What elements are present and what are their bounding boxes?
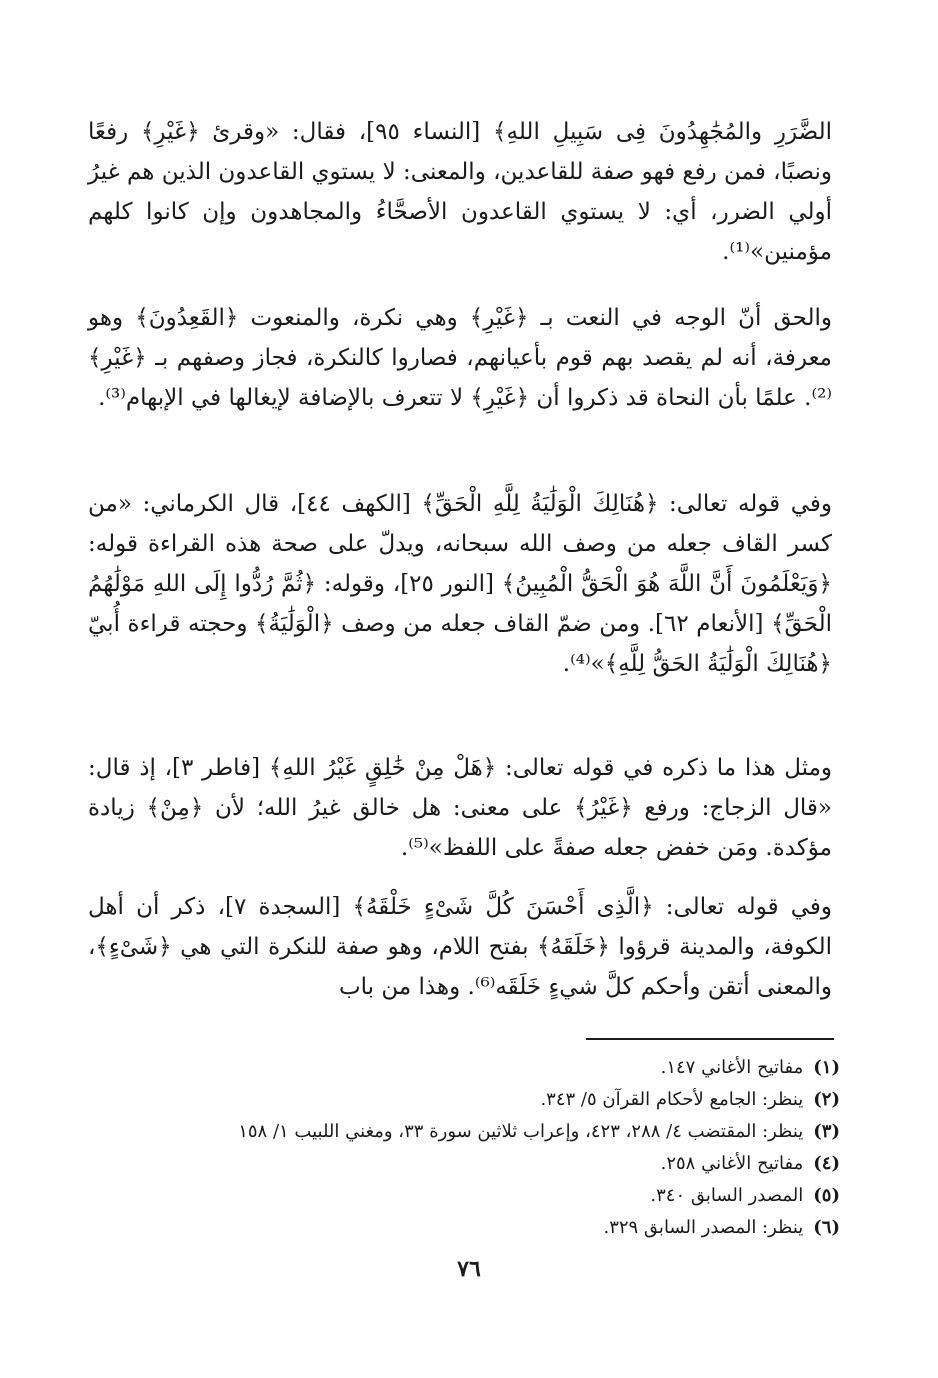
footnote-item	[100, 1084, 840, 1115]
paragraph-5: وفي قوله تعالى: ﴿الَّذِى أَحْسَنَ كُلَّ شَىْءٍ خَلْقَهُ﴾ [السجدة ٧]، ذكر أن أهل الكوفة، والمدينة قرؤوا ﴿خَلَقَهُ﴾ بفتح اللام، وهو صفة للنكرة التي هي ﴿شَىْءٍ﴾، والمعنى أتقن وأحكم كلَّ شيءٍ خَلَقَه⁽⁶⁾. وهذا من باب	[88, 894, 832, 1000]
footnote-number: (١)	[813, 1057, 840, 1078]
footnote-number: (٢)	[813, 1089, 840, 1110]
paragraph-2: والحق أنّ الوجه في النعت بـ ﴿غَيْرِ﴾ وهي نكرة، والمنعوت ﴿القَعِدُونَ﴾ وهو معرفة، أنه لم يقصد بهم قوم بأعيانهم، فصاروا كالنكرة، فجاز وصفهم بـ ﴿غَيْرِ﴾⁽²⁾. علمًا بأن النحاة قد ذكروا أن ﴿غَيْرِ﴾ لا تتعرف بالإضافة لإيغالها في الإبهام⁽³⁾.	[88, 305, 832, 411]
footnote-number: (٦)	[813, 1217, 840, 1238]
paragraph-4: ومثل هذا ما ذكره في قوله تعالى: ﴿هَلْ مِنْ خَٰلِقٍ غَيْرُ اللهِ﴾ [فاطر ٣]، إذ قال: «قال الزجاج: ورفع ﴿غَيْرُ﴾ على معنى: هل خالق غيرُ الله؛ لأن ﴿مِنْ﴾ زيادة مؤكدة. ومَن خفض جعله صفةً على اللفظ»⁽⁵⁾.	[88, 755, 832, 861]
footnote-number: (٥)	[813, 1185, 840, 1206]
footnote-item	[100, 1052, 840, 1083]
footnote-text: مفاتيح الأغاني ٢٥٨.	[660, 1153, 804, 1174]
page-number: ٧٦	[457, 1256, 481, 1282]
footnote-item	[100, 1148, 840, 1179]
footnote-item	[100, 1212, 840, 1243]
footnote-item	[100, 1180, 840, 1211]
footnote-text: ينظر: الجامع لأحكام القرآن ٥/ ٣٤٣.	[540, 1089, 804, 1110]
paragraph-1: الضَّرَرِ والمُجَٰهِدُونَ فِى سَبِيلِ اللهِ﴾ [النساء ٩٥]، فقال: «وقرئ ﴿غَيْرِ﴾ رفعًا ونصبًا، فمن رفع فهو صفة للقاعدين، والمعنى: لا يستوي القاعدون الذين هم غيرُ أولي الضرر، أي: لا يستوي القاعدون الأصحَّاءُ والمجاهدون وإن كانوا كلهم مؤمنين»⁽¹⁾.	[88, 119, 832, 265]
paragraph-3: وفي قوله تعالى: ﴿هُنَالِكَ الْوَلَٰيَةُ لِلَّهِ الْحَقِّ﴾ [الكهف ٤٤]، قال الكرماني: «من كسر القاف جعله من وصف الله سبحانه، ويدلّ على صحة هذه القراءة قوله: ﴿وَيَعْلَمُونَ أَنَّ اللَّهَ هُوَ الْحَقُّ الْمُبِينُ﴾ [النور ٢٥]، وقوله: ﴿ثُمَّ رُدُّوا إِلَى اللهِ مَوْلَٰهُمُ الْحَقِّ﴾ [الأنعام ٦٢]. ومن ضمّ القاف جعله من وصف ﴿الْوَلَٰيَةُ﴾ وحجته قراءة أُبيّ ﴿هُنَالِكَ الْوَلَٰيَةُ الحَقُّ لِلَّهِ﴾»⁽⁴⁾.	[88, 491, 832, 677]
footnote-item	[100, 1116, 840, 1147]
footnote-number: (٣)	[813, 1121, 840, 1142]
footnotes-list	[100, 1052, 840, 1244]
footnote-text: ينظر: المقتضب ٤/ ٢٨٨، ٤٢٣، وإعراب ثلاثين سورة ٣٣، ومغني اللبيب ١/ ١٥٨	[238, 1121, 804, 1142]
footnote-text: ينظر: المصدر السابق ٣٢٩.	[603, 1217, 804, 1238]
footnote-text: المصدر السابق ٣٤٠.	[650, 1185, 804, 1206]
footnote-divider	[586, 1038, 834, 1040]
footnote-text: مفاتيح الأغاني ١٤٧.	[660, 1057, 804, 1078]
footnote-number: (٤)	[813, 1153, 840, 1174]
